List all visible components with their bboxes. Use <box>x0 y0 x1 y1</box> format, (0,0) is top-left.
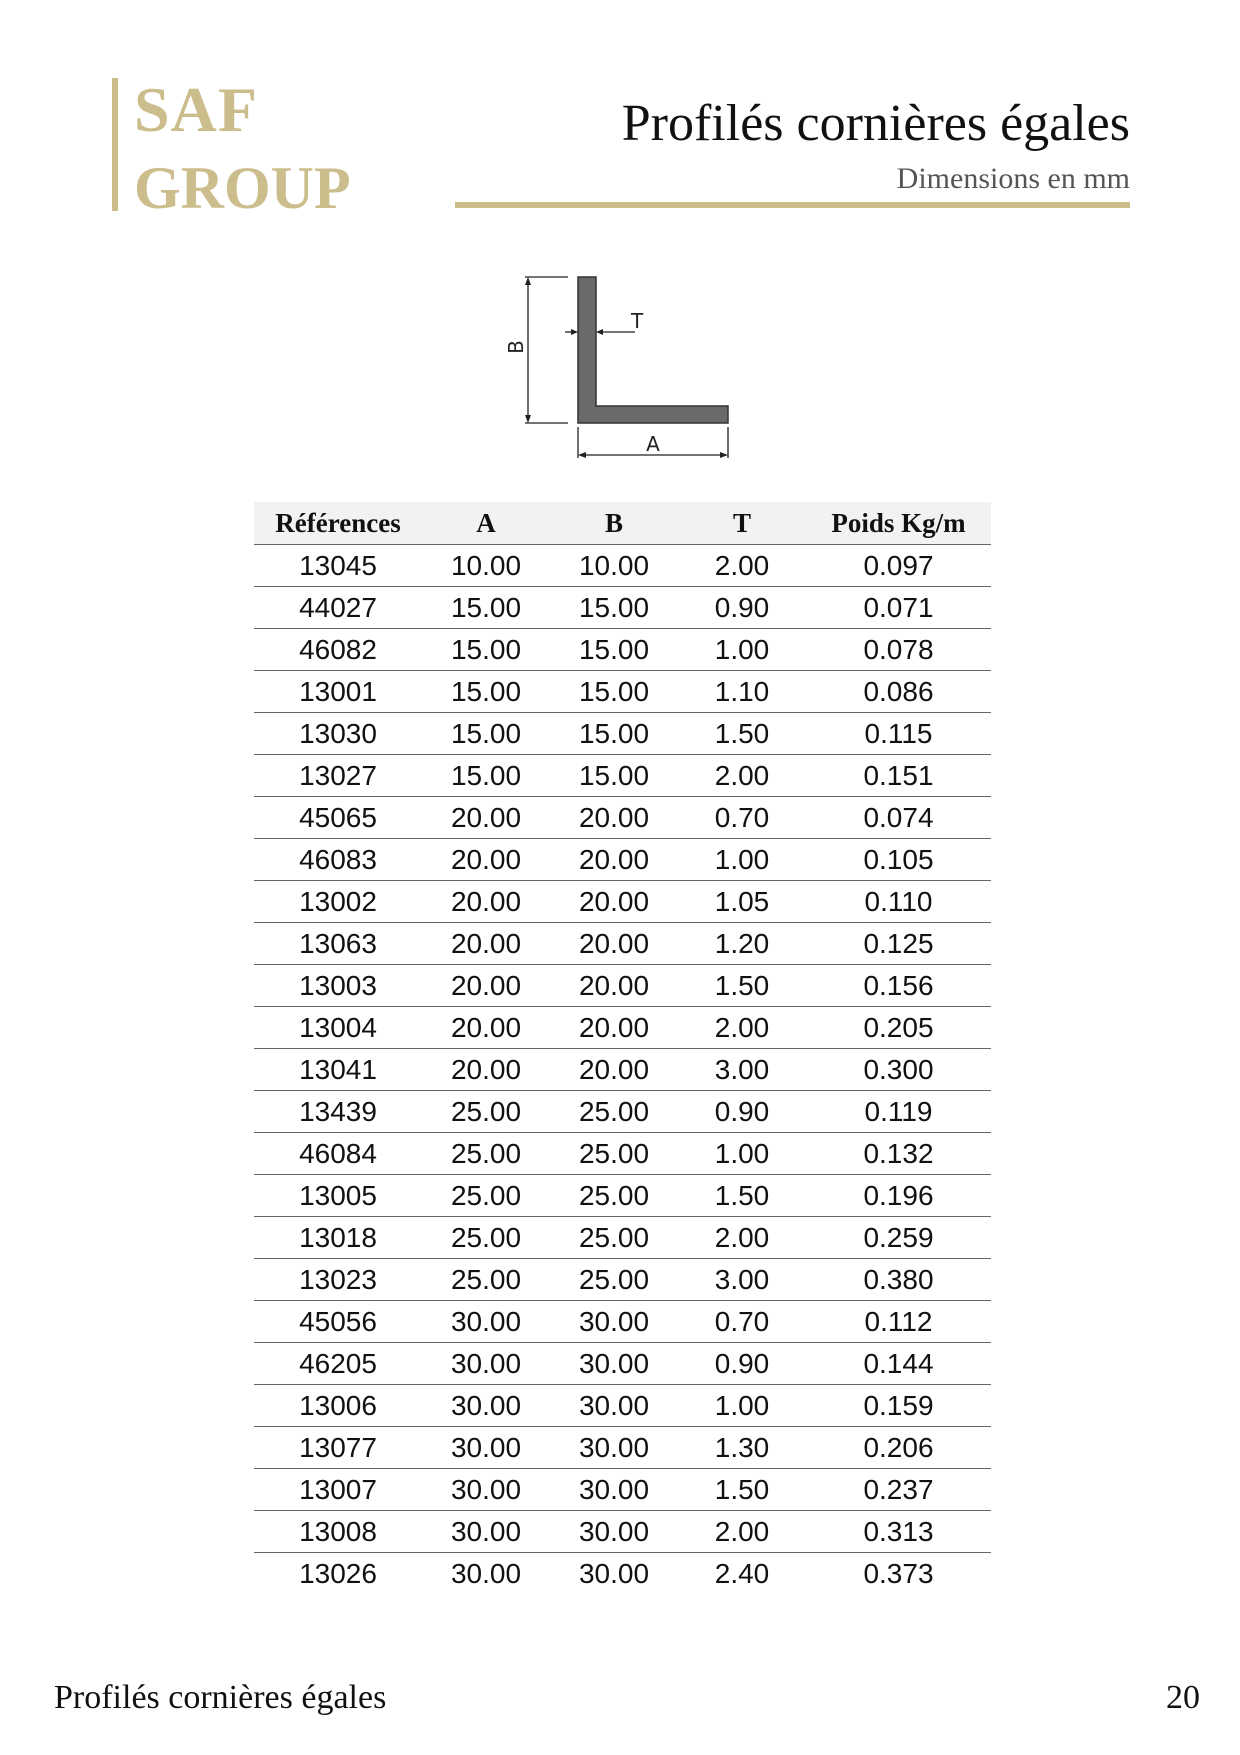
cell-b: 15.00 <box>550 587 678 629</box>
cell-reference: 46084 <box>254 1133 422 1175</box>
cell-reference: 13063 <box>254 923 422 965</box>
cell-t: 2.00 <box>678 1007 806 1049</box>
cell-reference: 13003 <box>254 965 422 1007</box>
cell-b: 20.00 <box>550 839 678 881</box>
logo-bar <box>112 78 118 211</box>
cell-b: 20.00 <box>550 965 678 1007</box>
cell-b: 30.00 <box>550 1511 678 1553</box>
cell-b: 25.00 <box>550 1259 678 1301</box>
cell-a: 15.00 <box>422 713 550 755</box>
cell-t: 2.40 <box>714 1557 770 1589</box>
cell-b: 20.00 <box>550 797 678 839</box>
table-row <box>254 1469 991 1511</box>
cell-b: 15.00 <box>550 629 678 671</box>
cell-b: 30.00 <box>550 1427 678 1469</box>
cell-a: 20.00 <box>422 1007 550 1049</box>
table-row <box>254 839 991 881</box>
cell-b: 15.00 <box>550 713 678 755</box>
cell-a: 30.00 <box>422 1301 550 1343</box>
cell-t: 2.00 <box>678 545 806 587</box>
table-row <box>254 1427 991 1469</box>
table-header-row <box>254 502 991 545</box>
cell-reference: 46083 <box>254 839 422 881</box>
cell-reference: 45065 <box>254 797 422 839</box>
t-arrow-left <box>571 329 578 335</box>
table-row <box>254 1133 991 1175</box>
table-row <box>254 1385 991 1427</box>
cell-reference: 13007 <box>254 1469 422 1511</box>
cell-b: 30.00 <box>550 1385 678 1427</box>
table-row <box>254 671 991 713</box>
cell-weight: 0.112 <box>806 1301 991 1343</box>
table-row <box>254 1091 991 1133</box>
cell-weight: 0.313 <box>806 1511 991 1553</box>
cell-a: 20.00 <box>422 1049 550 1091</box>
cell-a: 30.00 <box>422 1511 550 1553</box>
cell-reference: 13045 <box>254 545 422 587</box>
cell-weight: 0.237 <box>806 1469 991 1511</box>
table-row <box>254 1217 991 1259</box>
dimensions-table-wrapper <box>254 502 991 1594</box>
cell-t: 1.00 <box>678 1385 806 1427</box>
table-row <box>254 1511 991 1553</box>
label-t: T <box>631 309 644 333</box>
cell-reference: 45056 <box>254 1301 422 1343</box>
angle-profile-shape <box>578 277 728 423</box>
cell-t: 1.50 <box>678 1175 806 1217</box>
table-row <box>254 881 991 923</box>
cell-reference: 13026 <box>299 1557 377 1589</box>
cell-t: 2.00 <box>678 1511 806 1553</box>
cell-t: 1.20 <box>678 923 806 965</box>
table-row <box>254 629 991 671</box>
cell-t: 2.00 <box>678 755 806 797</box>
header-weight: Poids Kg/m <box>806 502 991 545</box>
cell-weight: 0.205 <box>806 1007 991 1049</box>
cell-b: 25.00 <box>550 1217 678 1259</box>
cell-a: 15.00 <box>422 587 550 629</box>
cell-b: 20.00 <box>550 1007 678 1049</box>
table-row <box>254 1007 991 1049</box>
cell-weight: 0.196 <box>806 1175 991 1217</box>
table-row <box>254 755 991 797</box>
cell-b: 30.00 <box>578 1557 650 1589</box>
cell-a: 30.00 <box>422 1343 550 1385</box>
logo-text-line2: GROUP <box>134 155 351 221</box>
cell-reference: 13023 <box>254 1259 422 1301</box>
cell-t: 0.90 <box>678 1091 806 1133</box>
cell-t: 0.90 <box>678 587 806 629</box>
cell-t: 0.70 <box>678 797 806 839</box>
cell-t: 0.70 <box>678 1301 806 1343</box>
cell-a: 25.00 <box>422 1091 550 1133</box>
cell-t: 1.50 <box>678 965 806 1007</box>
cell-reference: 13006 <box>254 1385 422 1427</box>
cell-b: 20.00 <box>550 881 678 923</box>
cell-reference: 13077 <box>254 1427 422 1469</box>
dimensions-table <box>254 502 991 1594</box>
cell-a: 15.00 <box>422 755 550 797</box>
cell-reference: 13018 <box>254 1217 422 1259</box>
header-a: A <box>422 502 550 545</box>
table-row <box>254 923 991 965</box>
cell-weight: 0.115 <box>806 713 991 755</box>
a-arrow-left <box>578 452 586 458</box>
table-row <box>254 1049 991 1091</box>
cell-t: 1.00 <box>678 1133 806 1175</box>
cell-weight: 0.156 <box>806 965 991 1007</box>
cell-reference: 13041 <box>254 1049 422 1091</box>
cell-reference: 13030 <box>254 713 422 755</box>
cell-weight: 0.159 <box>806 1385 991 1427</box>
cell-t: 1.30 <box>678 1427 806 1469</box>
cell-t: 1.00 <box>678 839 806 881</box>
cell-weight: 0.071 <box>806 587 991 629</box>
cell-b: 20.00 <box>550 923 678 965</box>
table-row <box>254 1343 991 1385</box>
cell-weight: 0.151 <box>806 755 991 797</box>
label-b: B <box>504 340 528 354</box>
cell-reference: 13005 <box>254 1175 422 1217</box>
cell-b: 30.00 <box>550 1469 678 1511</box>
cell-reference: 46082 <box>254 629 422 671</box>
cell-reference: 13027 <box>254 755 422 797</box>
angle-profile-diagram <box>495 265 755 475</box>
b-arrow-top <box>525 277 531 285</box>
cell-weight: 0.119 <box>806 1091 991 1133</box>
cell-a: 25.00 <box>422 1175 550 1217</box>
table-row <box>254 1553 991 1595</box>
table-row <box>254 713 991 755</box>
cell-t: 3.00 <box>678 1049 806 1091</box>
cell-a: 25.00 <box>422 1259 550 1301</box>
table-row <box>254 1259 991 1301</box>
cell-reference: 46205 <box>254 1343 422 1385</box>
cell-t: 1.05 <box>678 881 806 923</box>
logo-text-line1: SAF <box>134 74 258 145</box>
cell-a: 30.00 <box>422 1469 550 1511</box>
cell-b: 20.00 <box>550 1049 678 1091</box>
cell-t: 1.00 <box>678 629 806 671</box>
cell-a: 20.00 <box>422 839 550 881</box>
footer-title: Profilés cornières égales <box>54 1679 387 1716</box>
cell-a: 20.00 <box>422 923 550 965</box>
cell-weight: 0.300 <box>806 1049 991 1091</box>
cell-weight: 0.132 <box>806 1133 991 1175</box>
a-arrow-right <box>720 452 728 458</box>
cell-reference: 13008 <box>254 1511 422 1553</box>
table-row <box>254 797 991 839</box>
cell-t: 1.10 <box>678 671 806 713</box>
cell-reference: 13004 <box>254 1007 422 1049</box>
cell-a: 30.00 <box>422 1385 550 1427</box>
table-body <box>254 545 991 1595</box>
cell-t: 1.50 <box>678 713 806 755</box>
t-arrow-right <box>596 329 603 335</box>
cell-reference: 13001 <box>254 671 422 713</box>
cell-b: 15.00 <box>550 671 678 713</box>
cell-a: 25.00 <box>422 1217 550 1259</box>
cell-b: 25.00 <box>550 1175 678 1217</box>
cell-weight: 0.144 <box>806 1343 991 1385</box>
cell-a: 20.00 <box>422 797 550 839</box>
table-row <box>254 545 991 587</box>
cell-weight: 0.206 <box>806 1427 991 1469</box>
page-number: 20 <box>1166 1679 1200 1716</box>
header-b: B <box>550 502 678 545</box>
cell-a: 20.00 <box>422 965 550 1007</box>
page-title: Profilés cornières égales <box>621 95 1130 152</box>
table-row <box>254 965 991 1007</box>
table-row <box>254 1175 991 1217</box>
header-t: T <box>678 502 806 545</box>
cell-weight: 0.125 <box>806 923 991 965</box>
table-row <box>254 1301 991 1343</box>
page-subtitle: Dimensions en mm <box>896 162 1130 195</box>
cell-b: 30.00 <box>550 1343 678 1385</box>
cell-weight: 0.110 <box>806 881 991 923</box>
cell-weight: 0.380 <box>806 1259 991 1301</box>
cell-weight: 0.086 <box>806 671 991 713</box>
cell-b: 25.00 <box>550 1091 678 1133</box>
b-arrow-bottom <box>525 415 531 423</box>
cell-t: 3.00 <box>678 1259 806 1301</box>
cell-t: 0.90 <box>678 1343 806 1385</box>
header-references: Références <box>254 502 422 545</box>
cell-weight: 0.074 <box>806 797 991 839</box>
cell-a: 30.00 <box>422 1427 550 1469</box>
cell-reference: 44027 <box>254 587 422 629</box>
cell-weight: 0.373 <box>863 1557 934 1589</box>
cell-a: 10.00 <box>422 545 550 587</box>
cell-reference: 13439 <box>254 1091 422 1133</box>
cell-weight: 0.097 <box>806 545 991 587</box>
cell-t: 1.50 <box>678 1469 806 1511</box>
label-a: A <box>646 432 660 456</box>
cell-weight: 0.259 <box>806 1217 991 1259</box>
cell-t: 2.00 <box>678 1217 806 1259</box>
cell-b: 10.00 <box>550 545 678 587</box>
cell-weight: 0.078 <box>806 629 991 671</box>
header-divider <box>455 202 1130 208</box>
cell-b: 15.00 <box>550 755 678 797</box>
cell-weight: 0.105 <box>806 839 991 881</box>
cell-a: 15.00 <box>422 671 550 713</box>
cell-a: 15.00 <box>422 629 550 671</box>
cell-b: 25.00 <box>550 1133 678 1175</box>
table-row <box>254 587 991 629</box>
cell-a: 30.00 <box>450 1557 522 1589</box>
cell-reference: 13002 <box>254 881 422 923</box>
cell-a: 20.00 <box>422 881 550 923</box>
cell-b: 30.00 <box>550 1301 678 1343</box>
cell-a: 25.00 <box>422 1133 550 1175</box>
